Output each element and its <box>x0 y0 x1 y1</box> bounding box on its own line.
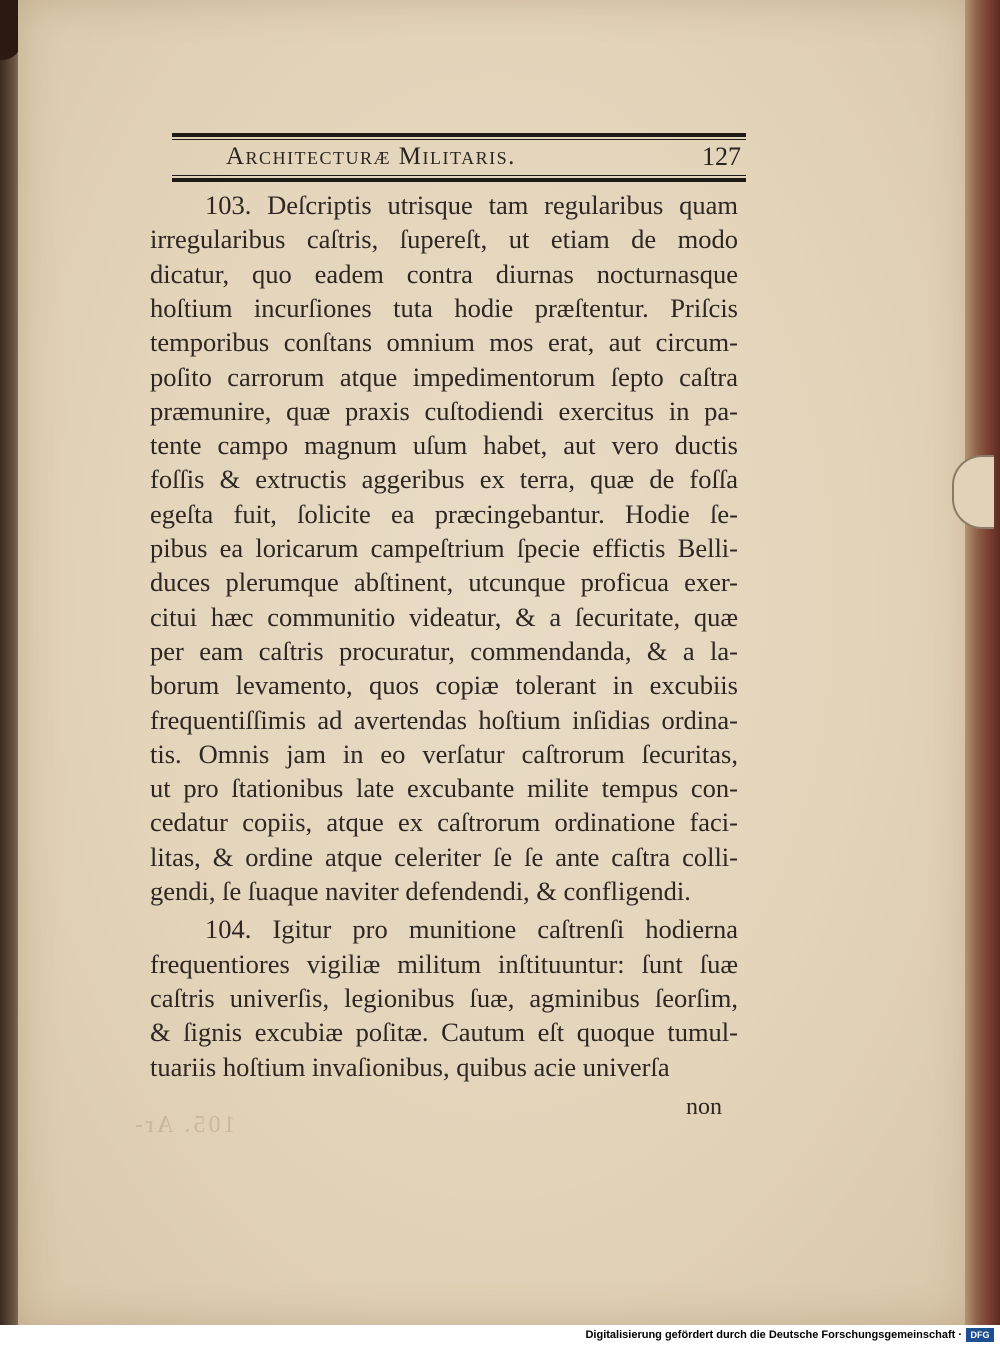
text-line: egeſta fuit, ſolicite ea præcingebantur. Hodie ſe- <box>150 498 738 529</box>
header-rule-top-thin <box>172 139 746 140</box>
text-line: hoſtium incurſiones tuta hodie præſtentur. Priſcis <box>150 292 738 323</box>
text-line: pibus ea loricarum campeſtrium ſpecie effictis Belli- <box>150 533 738 563</box>
text-line: irregularibus caſtris, ſupereſt, ut etiam de modo <box>150 224 738 255</box>
page-number: 127 <box>702 142 741 171</box>
text-line: foſſis & extructis aggeribus ex terra, quæ de foſſa <box>150 464 738 495</box>
text-line: 103. Deſcriptis utrisque tam regularibus quam <box>205 190 738 220</box>
text-line: frequentiores vigiliæ militum inſtituuntur: ſunt ſuæ <box>150 948 738 979</box>
running-head: Architecturæ Militaris. <box>226 143 516 170</box>
text-line: tuariis hoſtium invaſionibus, quibus acie univerſa <box>150 1051 670 1082</box>
text-line: tis. Omnis jam in eo verſatur caſtrorum ſecuritas, <box>150 738 738 769</box>
text-line: litas, & ordine atque celeriter ſe ſe ante caſtra colli- <box>150 841 738 872</box>
text-line: borum levamento, quos copiæ tolerant in excubiis <box>150 670 738 701</box>
header-rule-bottom-thin <box>172 175 746 176</box>
header-rule-top <box>172 133 746 137</box>
header-rule-bottom <box>172 178 746 182</box>
digitization-credit: Digitalisierung gefördert durch die Deutsche Forschungsgemeinschaft · <box>585 1329 962 1341</box>
text-line: præmunire, quæ praxis cuſtodiendi exercitus in pa- <box>150 395 738 426</box>
text-line: & ſignis excubiæ poſitæ. Cautum eſt quoque tumul- <box>150 1017 738 1048</box>
text-line: duces plerumque abſtinent, utcunque proficua exer- <box>150 567 738 598</box>
text-line: temporibus conſtans omnium mos erat, aut circum- <box>150 327 738 358</box>
bleed-through-text: 105. Ar- <box>132 1112 236 1138</box>
text-line: cedatur copiis, atque ex caſtrorum ordinatione faci- <box>150 807 738 838</box>
text-line: per eam caſtris procuratur, commendanda, & a la- <box>150 635 738 666</box>
text-line: dicatur, quo eadem contra diurnas nocturnasque <box>150 258 738 289</box>
page-fore-edge <box>965 0 1000 1325</box>
text-line: citui hæc communitio videatur, & a ſecuritate, quæ <box>150 601 738 632</box>
text-line: ut pro ſtationibus late excubante milite tempus con- <box>150 773 738 804</box>
text-line: caſtris univerſis, legionibus ſuæ, agminibus ſeorſim, <box>150 982 738 1013</box>
text-line: gendi, ſe ſuaque naviter defendendi, & confligendi. <box>150 876 691 906</box>
page-tab-marker <box>952 455 994 529</box>
text-line: frequentiſſimis ad avertendas hoſtium inſidias ordina- <box>150 704 738 735</box>
text-line: 104. Igitur pro munitione caſtrenſi hodierna <box>205 914 738 945</box>
catchword: non <box>686 1094 722 1120</box>
dfg-logo: DFG <box>966 1328 994 1342</box>
text-line: poſito carrorum atque impedimentorum ſepto caſtra <box>150 361 738 392</box>
text-line: tente campo magnum uſum habet, aut vero ductis <box>150 430 738 461</box>
